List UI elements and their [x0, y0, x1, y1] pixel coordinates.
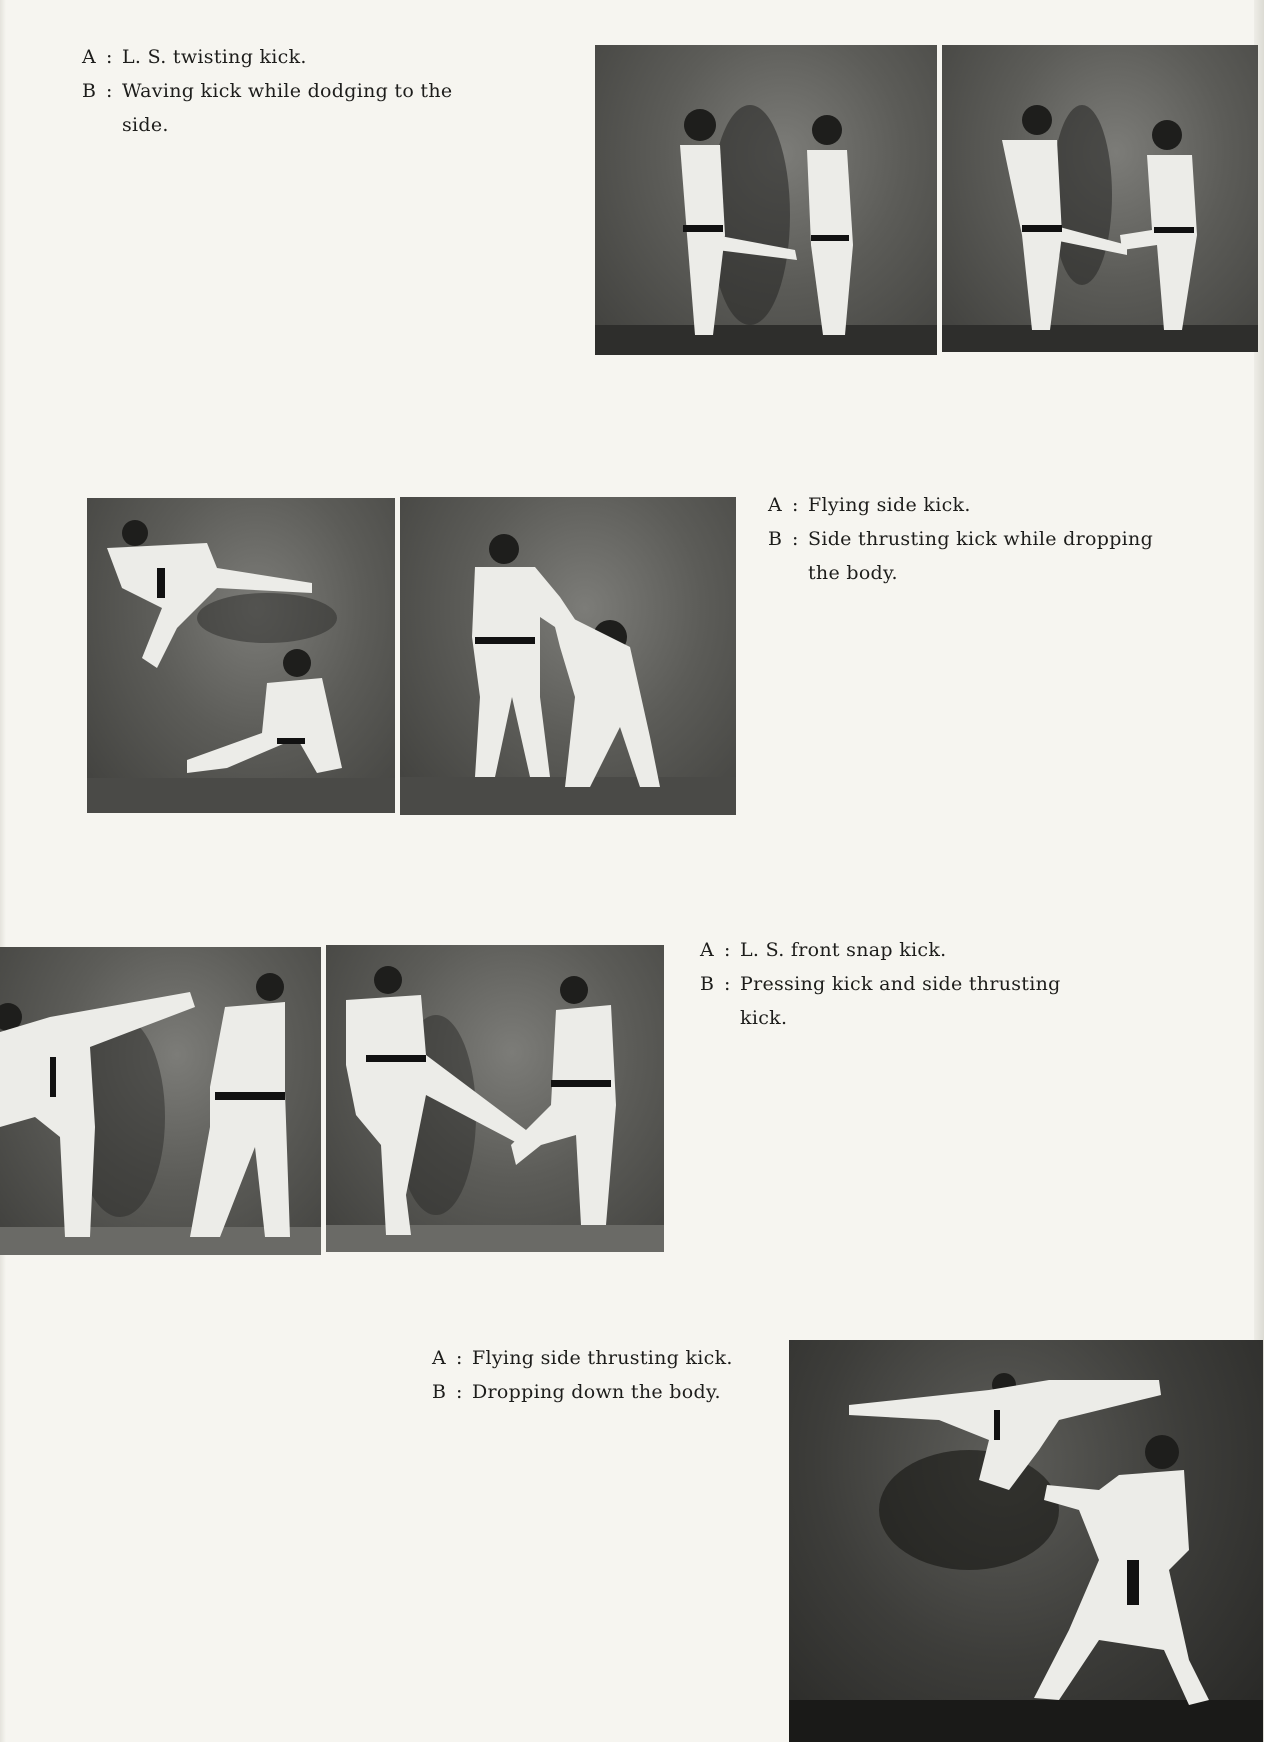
caption-text: Side thrusting kick while dropping	[808, 528, 1154, 550]
caption-line-b	[768, 522, 1153, 556]
caption-separator: :	[792, 528, 799, 550]
caption-line-a	[82, 40, 452, 74]
photo-4-flying-side-thrusting-kick	[789, 1340, 1263, 1742]
caption-text: Waving kick while dodging to the	[122, 80, 453, 102]
caption-continuation: the body.	[808, 562, 898, 584]
caption-block-1	[82, 40, 452, 142]
caption-label: A	[700, 939, 715, 961]
caption-separator: :	[106, 80, 113, 102]
photo-3b-pressing-kick	[326, 945, 664, 1252]
caption-text: L. S. front snap kick.	[740, 939, 947, 961]
caption-label: B	[82, 80, 97, 102]
caption-text: Flying side kick.	[808, 494, 971, 516]
caption-continuation: kick.	[740, 1007, 788, 1029]
caption-separator: :	[456, 1381, 463, 1403]
caption-line-b	[700, 967, 1061, 1001]
caption-text: Flying side thrusting kick.	[472, 1347, 733, 1369]
caption-separator: :	[724, 973, 731, 995]
caption-separator: :	[724, 939, 731, 961]
caption-separator: :	[456, 1347, 463, 1369]
caption-label: A	[768, 494, 783, 516]
caption-text: L. S. twisting kick.	[122, 46, 307, 68]
caption-text: Dropping down the body.	[472, 1381, 721, 1403]
caption-label: A	[82, 46, 97, 68]
caption-block-4	[432, 1341, 733, 1409]
karate-photo-icon	[400, 497, 736, 815]
caption-block-2	[768, 488, 1153, 590]
caption-separator: :	[792, 494, 799, 516]
caption-continuation: side.	[122, 114, 169, 136]
karate-photo-icon	[789, 1340, 1263, 1742]
photo-2a-flying-side-kick	[87, 498, 395, 813]
caption-line-b	[432, 1375, 733, 1409]
karate-photo-icon	[326, 945, 664, 1252]
caption-line-a	[768, 488, 1153, 522]
caption-line-a	[432, 1341, 733, 1375]
caption-label: A	[432, 1347, 447, 1369]
caption-label: B	[768, 528, 783, 550]
karate-photo-icon	[87, 498, 395, 813]
karate-photo-icon	[0, 947, 321, 1255]
page-edge-left	[0, 0, 6, 1742]
caption-line-a	[700, 933, 1061, 967]
karate-photo-icon	[942, 45, 1258, 352]
photo-3a-front-snap-kick	[0, 947, 321, 1255]
caption-label: B	[700, 973, 715, 995]
caption-line-b	[82, 74, 452, 108]
caption-separator: :	[106, 46, 113, 68]
caption-block-3	[700, 933, 1061, 1035]
caption-label: B	[432, 1381, 447, 1403]
karate-photo-icon	[595, 45, 937, 355]
photo-2b-dropping-body	[400, 497, 736, 815]
photo-1b-waving-kick	[942, 45, 1258, 352]
photo-1a-twisting-kick	[595, 45, 937, 355]
caption-text: Pressing kick and side thrusting	[740, 973, 1061, 995]
